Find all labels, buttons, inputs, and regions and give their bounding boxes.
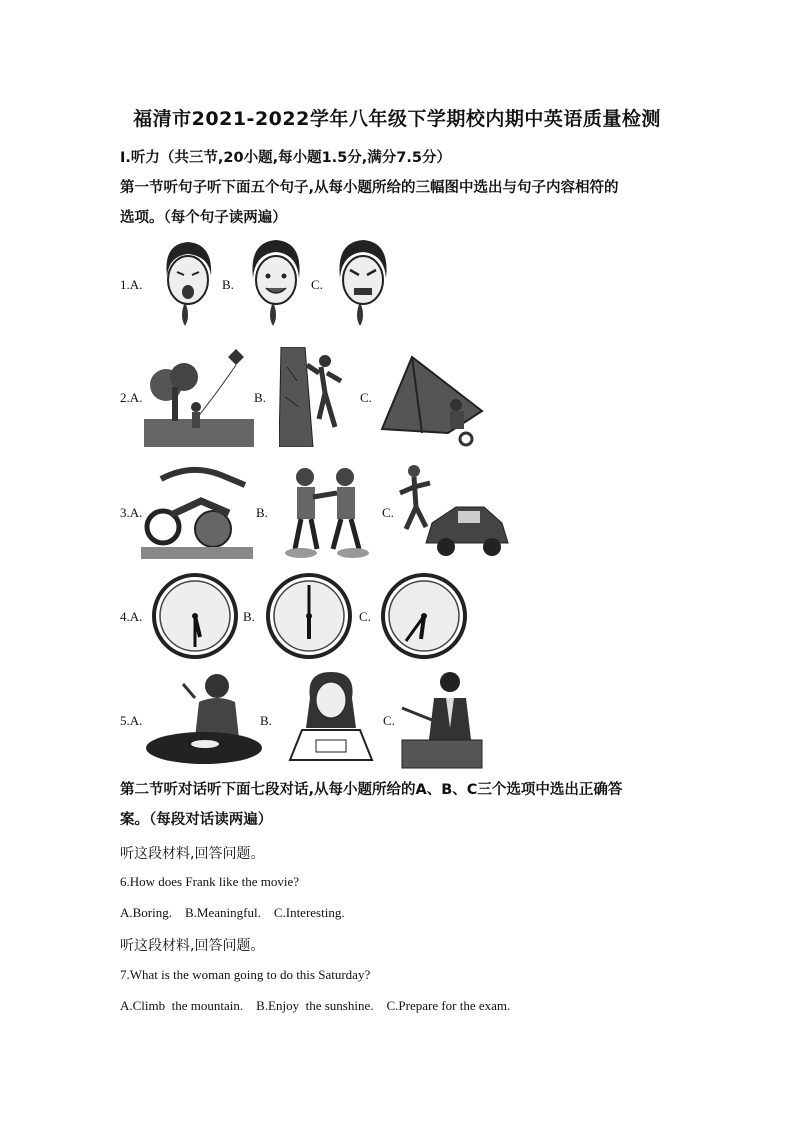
item3-label-a: 3.A. [120, 505, 143, 520]
woman-giving-speech-icon [398, 668, 494, 770]
angry-girl-icon [330, 236, 396, 332]
section-heading: I.听力（共三节,20小题,每小题1.5分,满分7.5分） [120, 150, 451, 166]
item1-label-c: C. [311, 277, 323, 292]
camping-tent-icon [378, 347, 488, 447]
girl-writing-icon [276, 668, 386, 768]
rock-climbing-icon [279, 347, 353, 447]
page-title: 福清市2021-2022学年八年级下学期校内期中英语质量检测 [133, 108, 661, 130]
item2-label-b: B. [254, 390, 266, 405]
flying-kite-icon [144, 347, 254, 447]
item2-label-c: C. [360, 390, 372, 405]
item1-label-b: B. [222, 277, 234, 292]
question7-text: 7.What is the woman going to do this Saturday? [120, 967, 371, 982]
item1-label-a: 1.A. [120, 277, 143, 292]
item4-label-c: C. [359, 609, 371, 624]
part1-instruction-line1: 第一节听句子听下面五个句子,从每小题所给的三幅图中选出与句子内容相符的 [120, 180, 619, 196]
clock-six-thirty-icon [152, 573, 238, 659]
car-hitting-person-icon [398, 463, 512, 559]
clock-six-forty-icon [381, 573, 467, 659]
item4-label-b: B. [243, 609, 255, 624]
crying-girl-icon [155, 236, 221, 332]
question6-text: 6.How does Frank like the movie? [120, 874, 300, 889]
question6-intro: 听这段材料,回答问题。 [120, 846, 265, 862]
item2-label-a: 2.A. [120, 390, 143, 405]
woman-eating-icon [143, 668, 265, 768]
boys-fighting-icon [281, 463, 373, 559]
item5-label-c: C. [383, 713, 395, 728]
clock-six-icon [266, 573, 352, 659]
item5-label-b: B. [260, 713, 272, 728]
part1-instruction-line2: 选项。（每个句子读两遍） [120, 210, 287, 226]
smiling-girl-icon [243, 236, 309, 332]
question6-options: A.Boring. B.Meaningful. C.Interesting. [120, 905, 345, 920]
item5-label-a: 5.A. [120, 713, 143, 728]
question7-intro: 听这段材料,回答问题。 [120, 938, 265, 954]
item3-label-b: B. [256, 505, 268, 520]
question7-options: A.Climb the mountain. B.Enjoy the sunshine. C.Prepare for the exam. [120, 998, 511, 1013]
item4-label-a: 4.A. [120, 609, 143, 624]
motorbike-accident-icon [141, 463, 253, 559]
part2-instruction-line1: 第二节听对话听下面七段对话,从每小题所给的A、B、C三个选项中选出正确答 [120, 782, 623, 798]
item3-label-c: C. [382, 505, 394, 520]
part2-instruction-line2: 案。（每段对话读两遍） [120, 812, 273, 828]
